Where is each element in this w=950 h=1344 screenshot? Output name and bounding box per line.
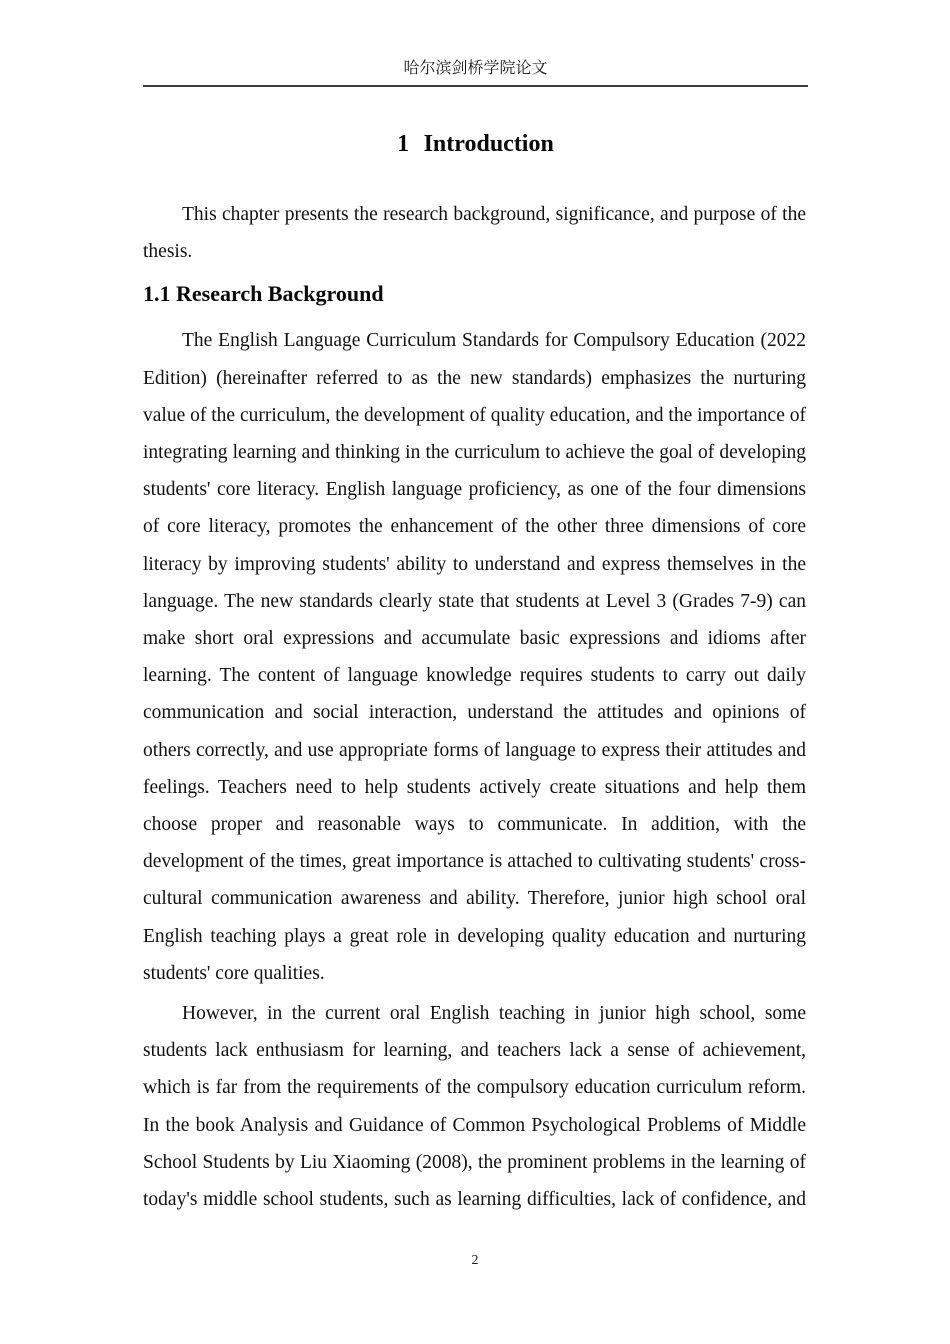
section-heading: 1.1 Research Background (143, 281, 384, 307)
body-paragraph-2: However, in the current oral English teaching in junior high school, some students lack enthusiasm for learning, and teachers lack a sense of achievement, which is far from the requirements of the compulsory education curriculum reform. In the book Analysis and Guidance of Common Psychological Problems of Middle School Students by Liu Xiaoming (2008), the prominent problems in the learning of today's middle school students, such as learning difficulties, lack of confidence, and (143, 1003, 806, 1211)
document-body (143, 196, 806, 1218)
intro-paragraph: This chapter presents the research background, significance, and purpose of the thesis. (143, 204, 806, 263)
page-number: 2 (471, 1253, 479, 1268)
body-paragraph-1: The English Language Curriculum Standards for Compulsory Education (2022 Edition) (hereinafter referred to as the new standards) emphasizes the nurturing value of the curriculum, the development of quality education, and the importance of integrating learning and thinking in the curriculum to achieve the goal of developing students' core literacy. English language proficiency, as one of the four dimensions of core literacy, promotes the enhancement of the other three dimensions of core literacy by improving students' ability to understand and express themselves in the language. The new standards clearly state that students at Level 3 (Grades 7-9) can make short oral expressions and accumulate basic expressions and idioms after learning. The content of language knowledge requires students to carry out daily communication and social interaction, understand the attitudes and opinions of others correctly, and use appropriate forms of language to express their attitudes and feelings. Teachers need to help students actively create situations and help them choose proper and reasonable ways to communicate. In addition, with the development of the times, great importance is attached to cultivating students' cross-cultural communication awareness and ability. Therefore, junior high school oral English teaching plays a great role in developing quality education and nurturing students' core qualities. (143, 330, 806, 984)
chapter-title: 1 Introduction (397, 131, 554, 157)
header-title: 哈尔滨剑桥学院论文 (403, 60, 548, 77)
page-header (143, 58, 808, 87)
